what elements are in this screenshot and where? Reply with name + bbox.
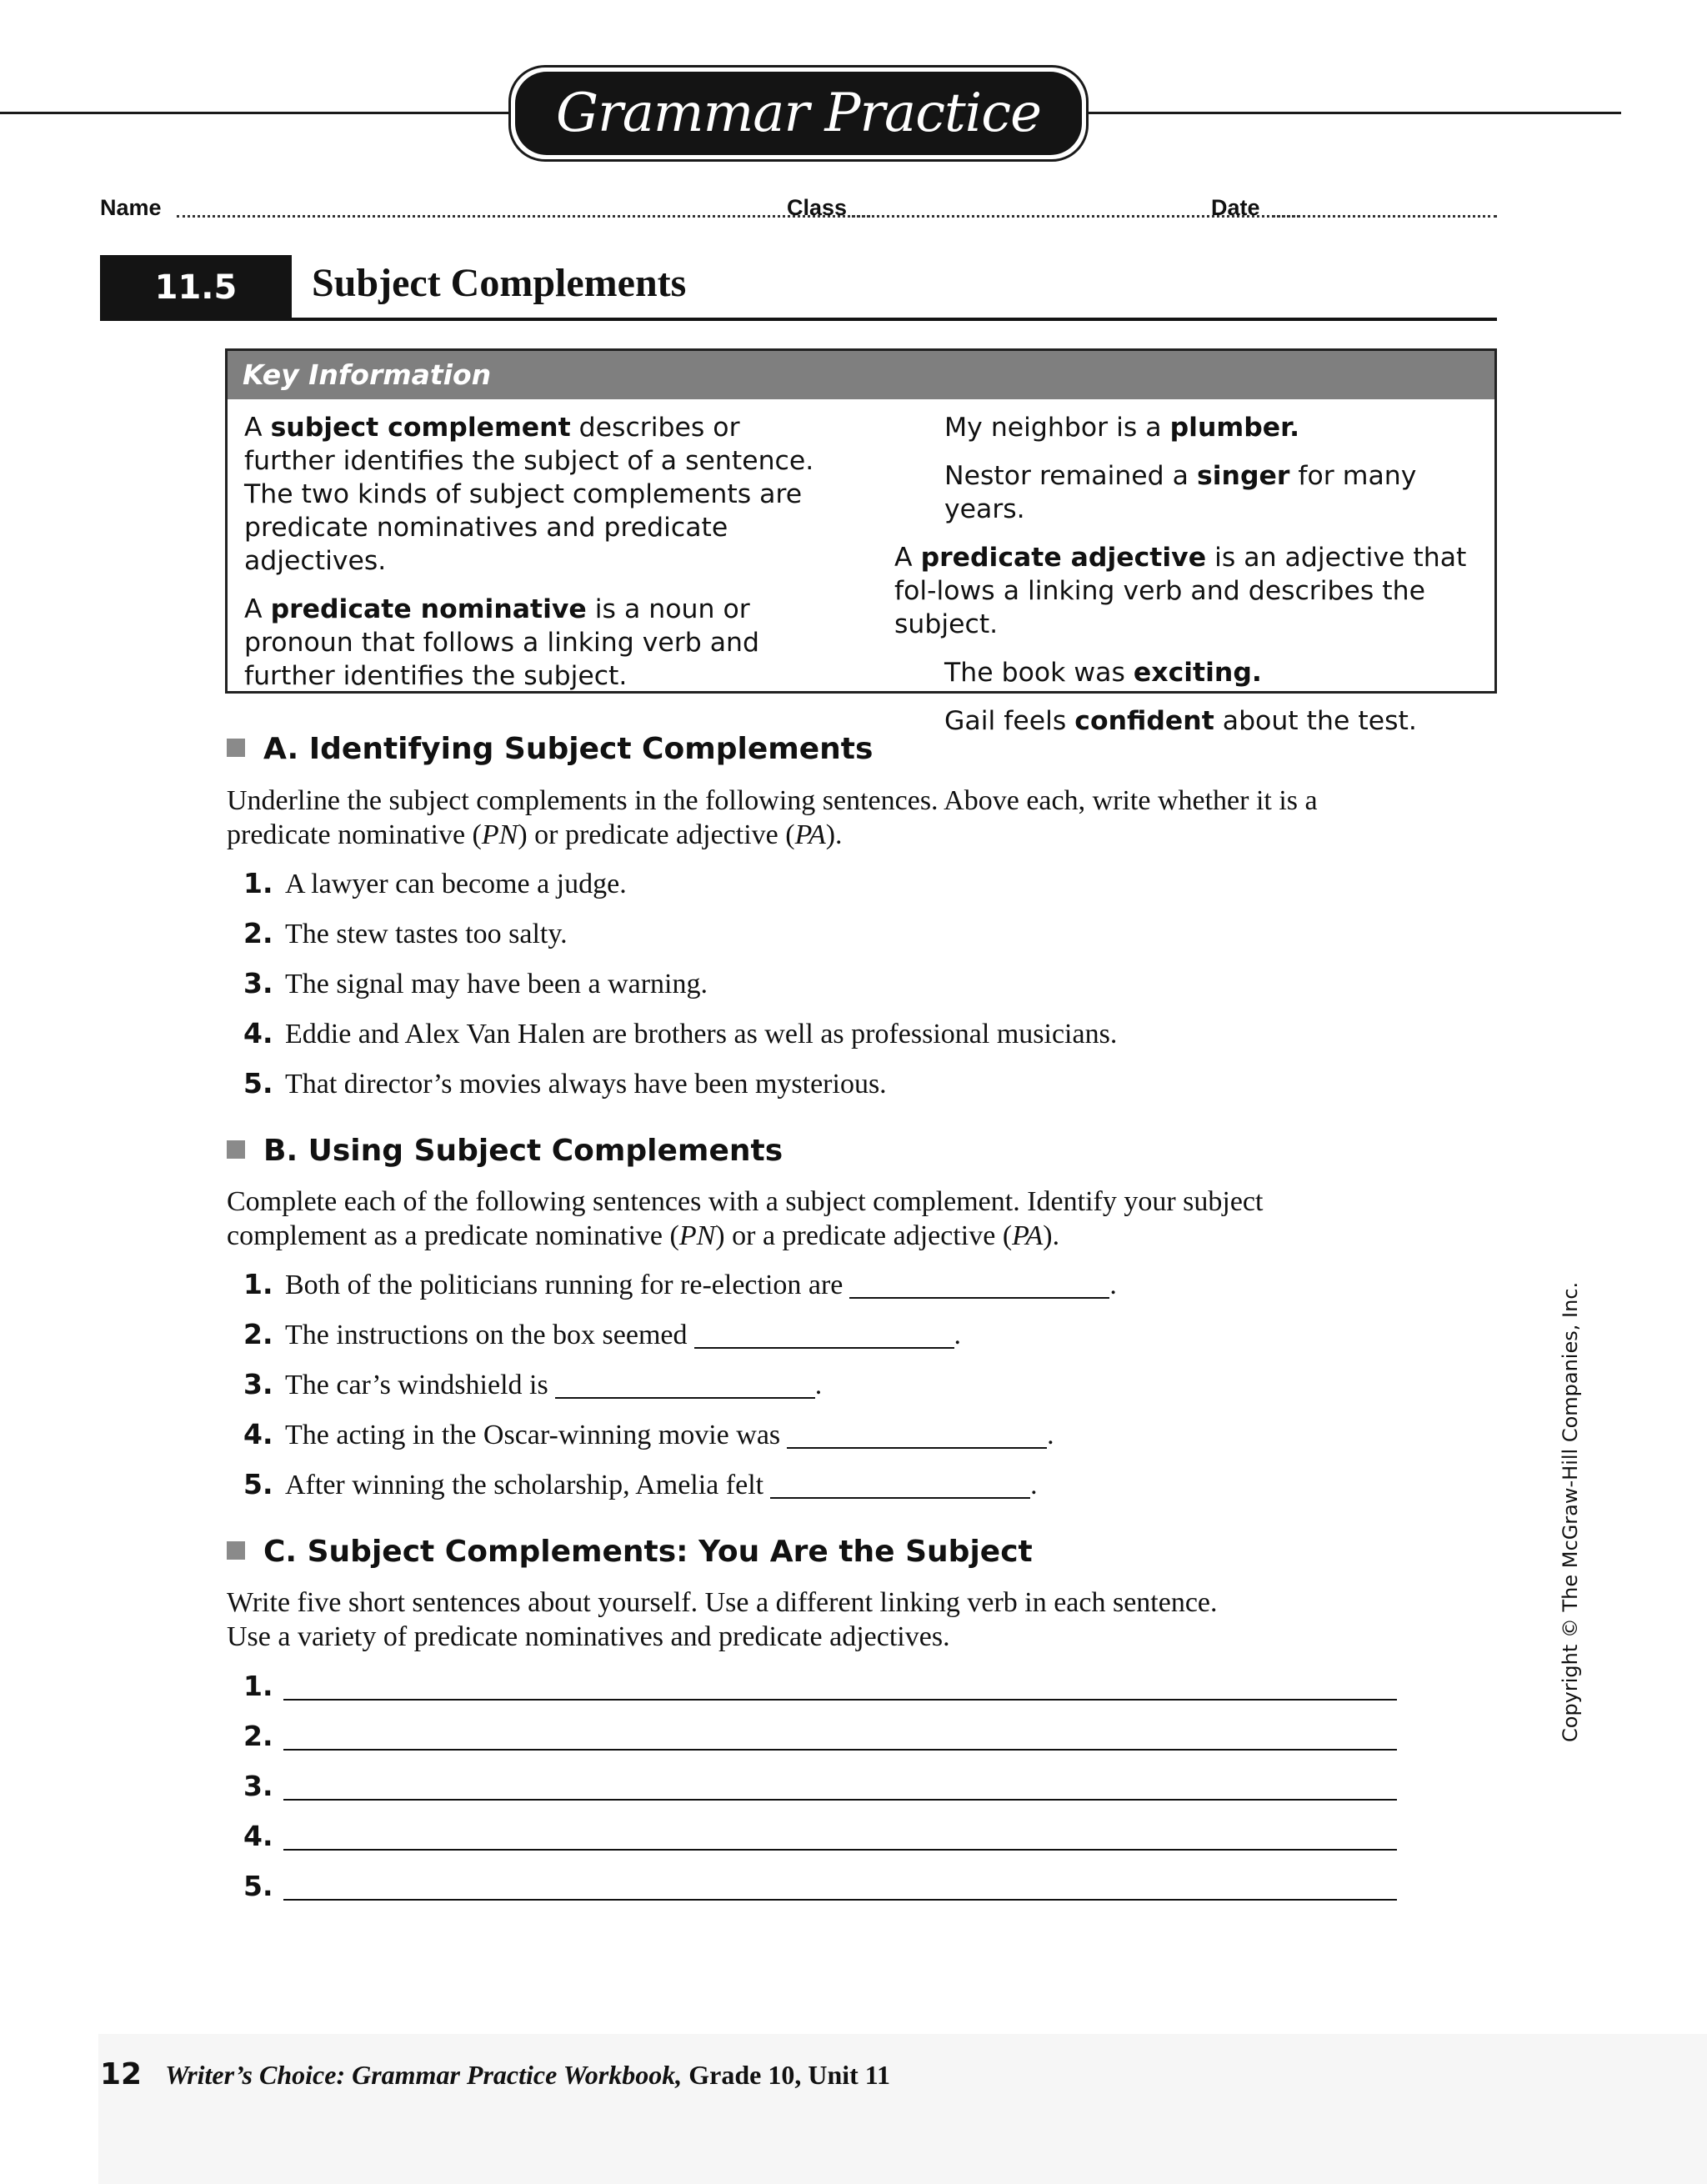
section-b-heading: B. Using Subject Complements (227, 1134, 783, 1168)
key-info-paragraph: A predicate nominative is a noun or pronoun that follows a linking verb and further identifies the subject. (244, 594, 760, 691)
page-number: 12 (100, 2057, 143, 2091)
key-information-heading: Key Information (228, 351, 1494, 399)
page-title: Grammar Practice (515, 72, 1082, 155)
bullet-square-icon (227, 739, 245, 757)
key-info-example: Gail feels confident about the test. (944, 706, 1417, 736)
writing-line[interactable] (283, 1899, 1397, 1901)
writing-line[interactable] (283, 1799, 1397, 1801)
section-c-heading: C. Subject Complements: You Are the Subject (227, 1535, 1033, 1569)
name-label: Name (100, 195, 162, 220)
lesson-title: Subject Complements (312, 261, 687, 305)
section-a-item: 5. That director’s movies always have been mysterious. (243, 1067, 887, 1100)
section-b-item: 2. The instructions on the box seemed . (243, 1318, 962, 1350)
section-b-item: 1. Both of the politicians running for re-election are . (243, 1268, 1117, 1300)
answer-blank[interactable] (770, 1472, 1030, 1499)
key-info-paragraph: A predicate adjective is an adjective that fol-lows a linking verb and describes the subject. (894, 543, 1467, 639)
section-a-instructions: Underline the subject complements in the following sentences. Above each, write whether it is a predicate nominative (PN) or predicate adjective (PA). (227, 785, 1318, 850)
date-field[interactable] (1272, 215, 1497, 218)
section-a-heading: A. Identifying Subject Complements (227, 732, 873, 766)
answer-blank[interactable] (849, 1272, 1109, 1299)
copyright-notice: Copyright © The McGraw-Hill Companies, Inc. (1559, 1281, 1582, 1742)
section-a-item: 4. Eddie and Alex Van Halen are brothers as well as professional musicians. (243, 1017, 1118, 1049)
section-b-item: 4. The acting in the Oscar-winning movie was . (243, 1418, 1054, 1450)
section-a-item: 3. The signal may have been a warning. (243, 967, 708, 999)
grade-unit: Grade 10, Unit 11 (682, 2060, 891, 2090)
section-b-instructions: Complete each of the following sentences with a subject complement. Identify your subject complement as a predicate nominative (PN) or a predicate adjective (PA). (227, 1186, 1264, 1251)
section-b-item: 5. After winning the scholarship, Amelia felt . (243, 1468, 1038, 1500)
bullet-square-icon (227, 1541, 245, 1560)
section-c-item: 1. (243, 1670, 273, 1702)
section-b-item: 3. The car’s windshield is . (243, 1368, 823, 1400)
key-info-example: Nestor remained a singer for many years. (944, 461, 1417, 524)
key-info-paragraph: A subject complement describes or further identifies the subject of a sentence. The two kinds of subject complements are predicate nominatives and predicate adjectives. (244, 413, 814, 576)
lesson-number: 11.5 (100, 255, 292, 320)
key-info-example: My neighbor is a plumber. (944, 413, 1300, 443)
section-c-item: 3. (243, 1770, 273, 1802)
answer-blank[interactable] (787, 1422, 1047, 1449)
key-info-right-column (894, 411, 1478, 753)
writing-line[interactable] (283, 1699, 1397, 1701)
section-c-item: 4. (243, 1820, 273, 1852)
date-label: Date (1211, 195, 1260, 220)
key-info-left-column (244, 411, 819, 708)
name-field[interactable] (177, 215, 870, 218)
book-title: Writer’s Choice: Grammar Practice Workbook, (165, 2060, 683, 2090)
section-c-instructions: Write five short sentences about yourself. Use a different linking verb in each sentence. Use a variety of predicate nominatives and predicate adjectives. (227, 1587, 1218, 1652)
class-label: Class (787, 195, 848, 220)
name-class-date-row (100, 195, 1497, 225)
writing-line[interactable] (283, 1849, 1397, 1851)
writing-line[interactable] (283, 1749, 1397, 1751)
answer-blank[interactable] (555, 1372, 815, 1399)
lesson-rule (100, 318, 1497, 321)
page-tint (98, 2034, 1707, 2184)
bullet-square-icon (227, 1140, 245, 1159)
page-footer (100, 2057, 890, 2091)
section-a-item: 1. A lawyer can become a judge. (243, 867, 627, 899)
section-c-item: 2. (243, 1720, 273, 1752)
key-information-box (225, 348, 1497, 736)
section-a-item: 2. The stew tastes too salty. (243, 917, 568, 949)
key-info-example: The book was exciting. (944, 658, 1262, 688)
answer-blank[interactable] (694, 1322, 954, 1349)
section-c-item: 5. (243, 1870, 273, 1902)
